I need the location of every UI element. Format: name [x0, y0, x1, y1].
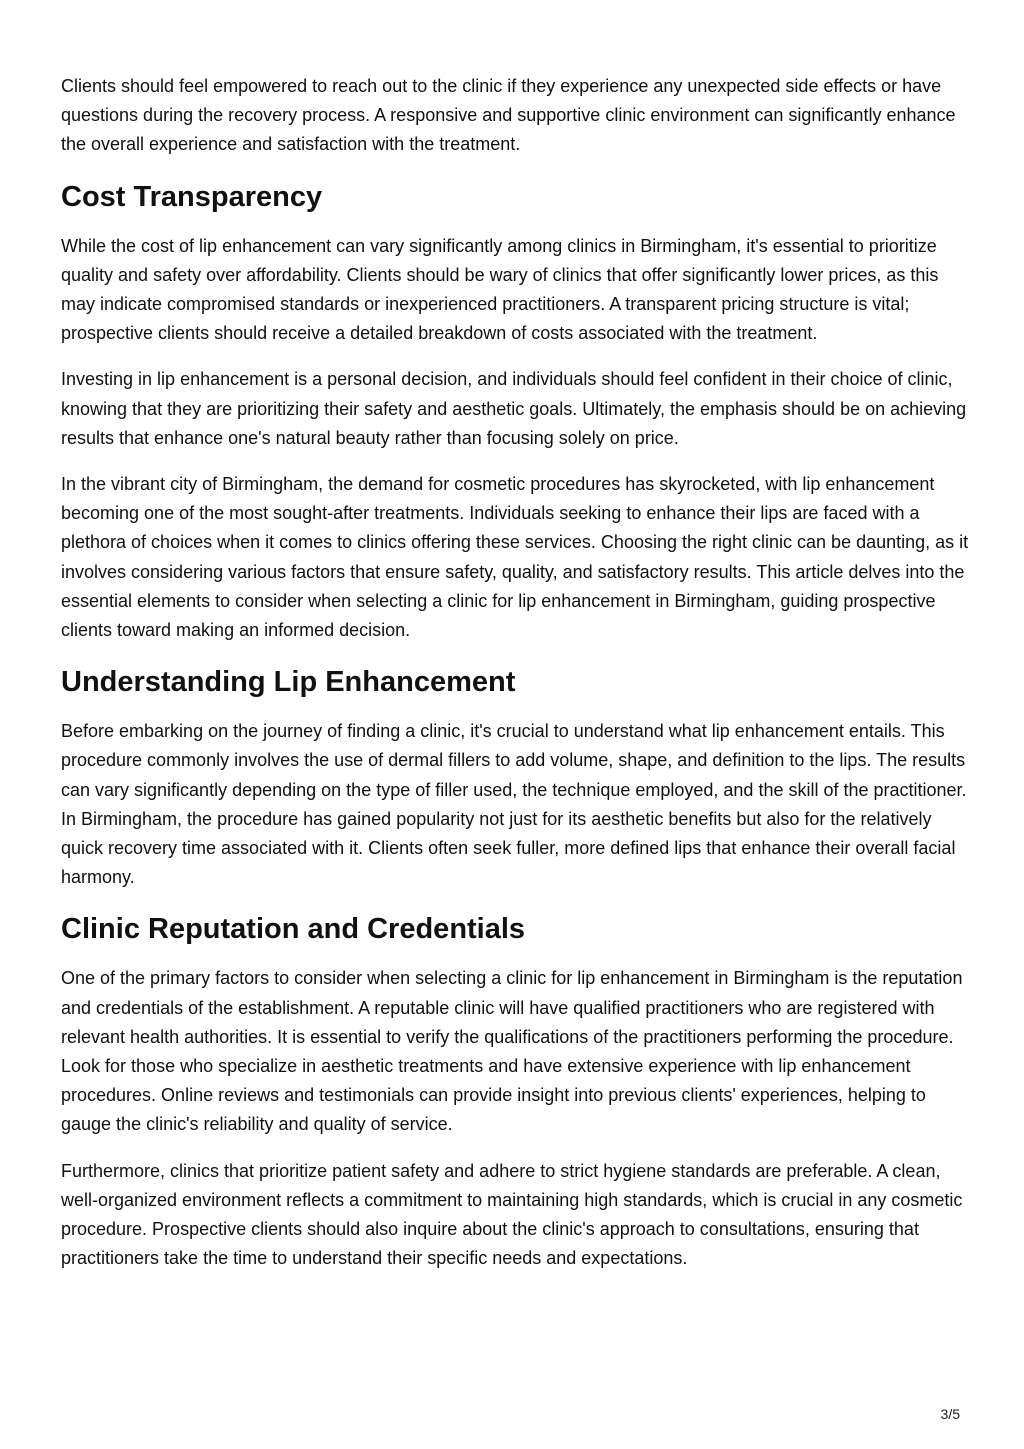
paragraph-reputation-1: One of the primary factors to consider when selecting a clinic for lip enhancement in Birmingham is the reputation and credentials of the establishment. A reputable clinic will have qualified practitioners who are registered with relevant health authorities. It is essential to verify the qualifications of the practitioners performing the procedure. Look for those who specialize in aesthetic treatments and have extensive experience with lip enhancement procedures. Online reviews and testimonials can provide insight into previous clients' experiences, helping to gauge the clinic's reliability and quality of service. — [61, 968, 963, 1135]
paragraph-intro: In the vibrant city of Birmingham, the demand for cosmetic procedures has skyrocketed, with lip enhancement becoming one of the most sought-after treatments. Individuals seeking to enhance their lips are faced with a plethora of choices when it comes to clinics offering these services. Choosing the right clinic can be daunting, as it involves considering various factors that ensure safety, quality, and satisfactory results. This article delves into the essential elements to consider when selecting a clinic for lip enhancement in Birmingham, guiding prospective clients toward making an informed decision. — [61, 474, 969, 641]
paragraph-cost-1: While the cost of lip enhancement can vary significantly among clinics in Birmingham, it's essential to prioritize quality and safety over affordability. Clients should be wary of clinics that offer significantly lower prices, as this may indicate compromised standards or inexperienced practitioners. A transparent pricing structure is vital; prospective clients should receive a detailed breakdown of costs associated with the treatment. — [61, 235, 939, 344]
paragraph-recovery-support: Clients should feel empowered to reach out to the clinic if they experience any unexpected side effects or have questions during the recovery process. A responsive and supportive clinic environment can significantly enhance the overall experience and satisfaction with the treatment. — [61, 76, 956, 155]
paragraph-understanding: Before embarking on the journey of finding a clinic, it's crucial to understand what lip enhancement entails. This procedure commonly involves the use of dermal fillers to add volume, shape, and definition to the lips. The results can vary significantly depending on the type of filler used, the technique employed, and the skill of the practitioner. In Birmingham, the procedure has gained popularity not just for its aesthetic benefits but also for the relatively quick recovery time associated with it. Clients often seek fuller, more defined lips that enhance their overall facial harmony. — [61, 721, 967, 888]
heading-understanding-lip-enhancement: Understanding Lip Enhancement — [61, 666, 516, 699]
paragraph-cost-2: Investing in lip enhancement is a personal decision, and individuals should feel confident in their choice of clinic, knowing that they are prioritizing their safety and aesthetic goals. Ultimately, the emphasis should be on achieving results that enhance one's natural beauty rather than focusing solely on price. — [61, 369, 967, 448]
paragraph-reputation-2: Furthermore, clinics that prioritize patient safety and adhere to strict hygiene standards are preferable. A clean, well-organized environment reflects a commitment to maintaining high standards, which is crucial in any cosmetic procedure. Prospective clients should also inquire about the clinic's approach to consultations, ensuring that practitioners take the time to understand their specific needs and expectations. — [61, 1160, 963, 1269]
page-number: 3/5 — [940, 1406, 960, 1422]
heading-clinic-reputation: Clinic Reputation and Credentials — [61, 913, 526, 946]
heading-cost-transparency: Cost Transparency — [61, 180, 323, 213]
document-body — [61, 72, 971, 1291]
